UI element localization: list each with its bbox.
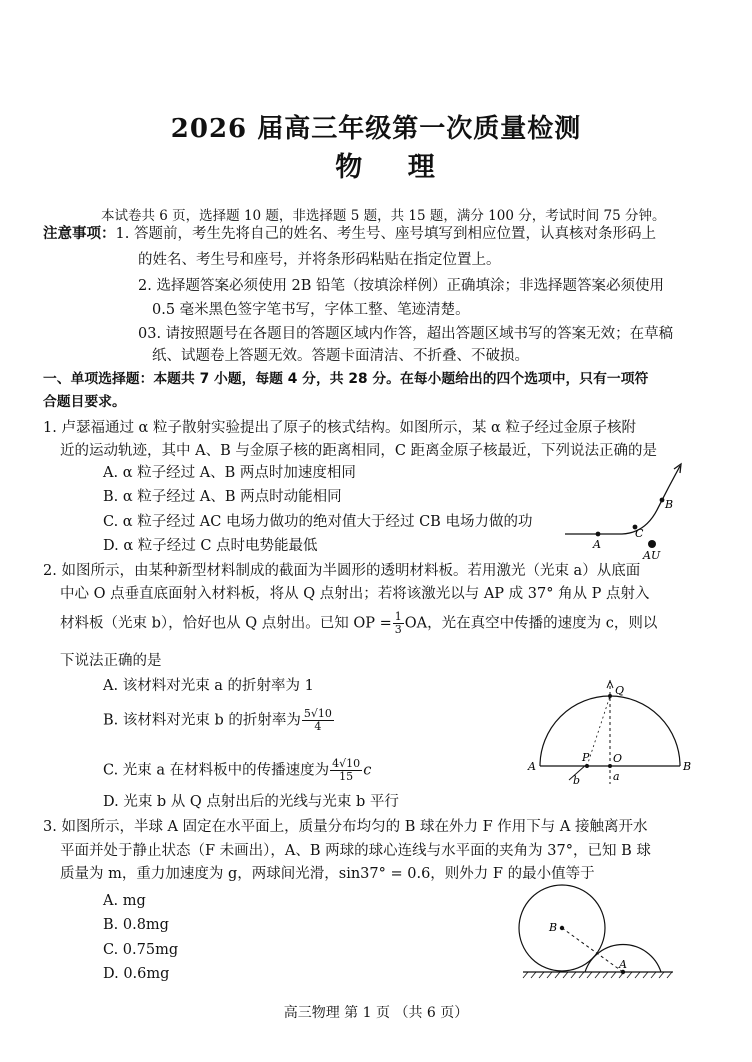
q1-label-a: A [593,538,601,551]
q3-stem-line3: 质量为 m，重力加速度为 g，两球间光滑，sin37° = 0.6，则外力 F 的最小值等于 [60,866,595,882]
notice-label: 注意事项： [43,226,116,242]
q1-option-b: B. α 粒子经过 A、B 两点时动能相同 [103,489,342,505]
q2-beam-b-inside [587,696,610,766]
q1-option-d: D. α 粒子经过 C 点时电势能最低 [103,538,318,554]
q3-option-b: B. 0.8mg [103,917,169,933]
q3-center-connector [562,928,623,972]
exam-intro: 本试卷共 6 页，选择题 10 题，非选择题 5 题，共 15 题，满分 100 分，考试时间 75 分钟。 [101,208,666,224]
notice-item1-line2: 的姓名、考生号和座号，并将条形码粘贴在指定位置上。 [138,252,501,268]
q1-option-c: C. α 粒子经过 AC 电场力做功的绝对值大于经过 CB 电场力做的功 [103,514,533,530]
q2-point-o [608,764,612,768]
q2-op-frac-num: 1 [394,610,402,623]
q1-point-b [660,498,665,503]
q2-option-c-fraction [330,758,362,783]
q1-stem-line1: 1. 卢瑟福通过 α 粒子散射实验提出了原子的核式结构。如图所示，某 α 粒子经过金原子核附 [43,420,636,436]
q1-stem-line2: 近的运动轨迹，其中 A、B 与金原子核的距离相同，C 距离金原子核最近，下列说法正确的是 [60,443,658,459]
notice-item2-line2: 0.5 毫米黑色签字笔书写，字体工整、笔迹清楚。 [152,302,470,318]
q1-alpha-trajectory-figure [560,458,700,568]
q2-option-b-text: B. 该材料对光束 b 的折射率为 [103,712,301,729]
q2-option-b-fraction [302,708,334,733]
q2-option-d: D. 光束 b 从 Q 点射出后的光线与光束 b 平行 [103,794,399,810]
q2-label-q: Q [615,684,625,697]
q2-option-b-num: 5√10 [303,707,332,720]
q3-spheres-figure [518,868,678,988]
q2-label-o: O [613,752,623,765]
q1-gold-nucleus [648,540,656,548]
q1-label-c: C [635,527,644,540]
q3-stem-line2: 平面并处于静止状态（F 未画出），A、B 两球的球心连线与水平面的夹角为 37°，已知 B 球 [60,843,651,859]
q2-stem-line2: 中心 O 点垂直底面射入材料板，将从 Q 点射出；若将该激光以与 AP 成 37° 角从 P 点射入 [60,586,650,602]
q3-label-b: B [549,921,558,934]
q2-op-frac-den: 3 [394,623,402,636]
notice-item3-line1: 03. 请按照题号在各题目的答题区域内作答，超出答题区域书写的答案无效；在草稿 [138,326,674,342]
q2-label-p: P [582,751,590,764]
q1-label-au: AU [643,549,661,562]
q2-stem-line3-post: OA，光在真空中传播的速度为 c，则以 [404,615,658,632]
notice-item2-line1: 2. 选择题答案必须使用 2B 铅笔（按填涂样例）正确填涂；非选择题答案必须使用 [138,278,665,294]
q2-point-p [585,764,589,768]
q2-op-fraction [393,611,404,636]
q3-label-a: A [619,958,627,971]
q2-option-b-den: 4 [314,720,322,733]
q3-stem-line1: 3. 如图所示，半球 A 固定在水平面上，质量分布均匀的 B 球在外力 F 作用下与 A 接触离开水 [43,819,648,835]
q1-point-a [596,532,601,537]
q3-center-b [560,926,564,930]
q2-stem-line1: 2. 如图所示，由某种新型材料制成的截面为半圆形的透明材料板。若用激光（光束 a）从底面 [43,563,641,579]
q1-option-a: A. α 粒子经过 A、B 两点时加速度相同 [103,465,356,481]
q3-option-d: D. 0.6mg [103,966,170,982]
q2-option-c-post: c [363,762,372,779]
q2-label-a-point: A [528,760,536,773]
q2-point-q [608,694,612,698]
q3-option-c: C. 0.75mg [103,942,179,958]
q2-semicircle-figure [525,676,695,786]
q2-label-beam-b: b [573,774,581,787]
notice-item3-line2: 纸、试题卷上答题无效。答题卡面清洁、不折叠、不破损。 [152,348,529,364]
q2-option-c-num: 4√10 [332,757,361,770]
page-footer: 高三物理 第 1 页 （共 6 页） [283,1005,469,1021]
exam-title: 2026 届高三年级第一次质量检测 [170,114,582,144]
q2-label-beam-a: a [613,770,620,783]
subject-title: 物 理 [335,152,453,183]
q1-label-b: B [665,498,674,511]
q2-stem-line4: 下说法正确的是 [60,653,162,669]
q2-option-a: A. 该材料对光束 a 的折射率为 1 [103,678,314,694]
q2-option-c-text: C. 光束 a 在材料板中的传播速度为 [103,762,330,779]
q2-option-c-den: 15 [339,770,354,783]
notice-item1-line1: 1. 答题前，考生先将自己的姓名、考生号、座号填写到相应位置，认真核对条形码上 [115,226,656,242]
q3-ground-hatching [523,972,672,978]
q2-stem-line3-pre: 材料板（光束 b），恰好也从 Q 点射出。已知 OP = [60,615,392,632]
q3-option-a: A. mg [103,893,146,909]
section1-line1: 一、单项选择题：本题共 7 小题，每题 4 分，共 28 分。在每小题给出的四个选项中，只有一项符 [43,371,649,387]
section1-line2: 合题目要求。 [43,394,126,410]
q2-label-b-point: B [683,760,692,773]
